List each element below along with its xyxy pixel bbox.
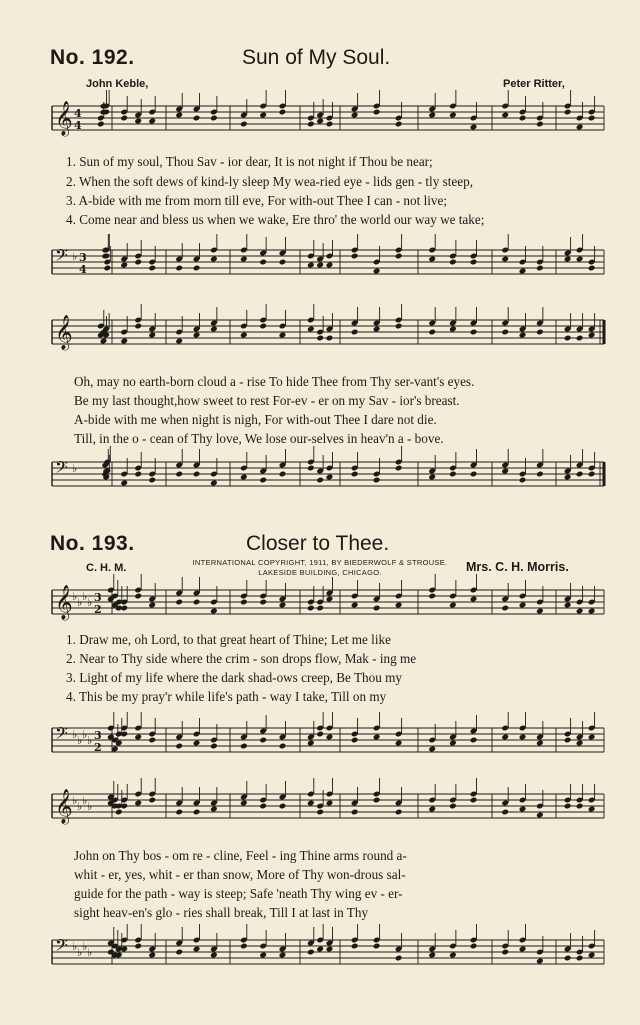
note-head	[470, 124, 478, 131]
flat-icon: ♭	[87, 946, 93, 959]
note-head	[148, 797, 156, 804]
flat-icon: ♭	[77, 734, 83, 747]
note-head	[326, 734, 334, 741]
note-head	[259, 803, 267, 810]
time-signature: 3	[79, 251, 87, 264]
note-head	[351, 602, 359, 609]
note-head	[175, 265, 183, 272]
note-head	[279, 332, 287, 339]
note-head	[576, 256, 584, 263]
note-head	[576, 471, 584, 478]
note-head	[316, 946, 324, 953]
time-signature: 3	[94, 591, 102, 604]
note-head	[428, 329, 436, 336]
lyric-line: Till, in the o - cean of Thy love, We lose our-selves in heav'n a - bove.	[74, 431, 444, 446]
note-head	[120, 262, 128, 269]
note-head	[536, 740, 544, 747]
time-signature: 3	[94, 729, 102, 742]
note-head	[134, 259, 142, 266]
note-head	[501, 256, 509, 263]
note-head	[97, 121, 105, 128]
note-head	[576, 955, 584, 962]
note-head	[373, 109, 381, 116]
note-head	[588, 471, 596, 478]
note-head	[501, 949, 509, 956]
note-head	[240, 256, 248, 263]
note-head	[373, 268, 381, 275]
note-head	[428, 112, 436, 119]
lyric-line: 1. Draw me, oh Lord, to that great heart of Thine; Let me like	[66, 632, 391, 647]
note-head	[120, 605, 128, 612]
note-head	[100, 338, 108, 345]
note-head	[519, 332, 527, 339]
note-head	[279, 803, 287, 810]
lyric-line: 4. Come near and bless us when we wake, Ere thro' the world our way we take;	[66, 212, 485, 227]
note-head	[279, 109, 287, 116]
note-head	[175, 338, 183, 345]
author-credit: C. H. M.	[86, 562, 127, 574]
hymn-number: No. 193.	[50, 532, 135, 555]
note-head	[351, 471, 359, 478]
lyric-line: guide for the path - way is steep; Safe 'neath Thy wing ev - er-	[74, 886, 403, 901]
flat-icon: ♭	[82, 728, 88, 741]
note-head	[134, 593, 142, 600]
note-head	[588, 608, 596, 615]
time-signature: 4	[74, 119, 82, 132]
note-head	[519, 734, 527, 741]
lyric-line: A-bide with me when night is nigh, For with-out Thee I dare not die.	[74, 412, 437, 427]
note-head	[449, 326, 457, 333]
note-head	[210, 952, 218, 959]
note-head	[193, 265, 201, 272]
flat-icon: ♭	[87, 734, 93, 747]
note-head	[307, 605, 315, 612]
note-head	[428, 256, 436, 263]
flat-icon: ♭	[72, 940, 78, 953]
note-head	[470, 259, 478, 266]
note-head	[279, 602, 287, 609]
note-head	[564, 335, 572, 342]
note-head	[536, 265, 544, 272]
note-head	[134, 118, 142, 125]
lyric-line: 2. When the soft dews of kind-ly sleep My wea-ried eye - lids gen - tly steep,	[66, 174, 473, 189]
note-head	[134, 734, 142, 741]
flat-icon: ♭	[82, 794, 88, 807]
note-head	[316, 335, 324, 342]
note-head	[326, 596, 334, 603]
lyric-line: 2. Near to Thy side where the crim - son drops flow, Mak - ing me	[66, 651, 417, 666]
flat-icon: ♭	[77, 946, 83, 959]
note-head	[193, 740, 201, 747]
note-head	[449, 602, 457, 609]
note-head	[259, 952, 267, 959]
note-head	[134, 323, 142, 330]
note-head	[193, 599, 201, 606]
treble-clef-icon: 𝄞	[55, 101, 73, 136]
lyric-line: sight heav-en's glo - ries shall break, Till I at last in Thy	[74, 905, 369, 920]
note-head	[501, 468, 509, 475]
note-head	[148, 602, 156, 609]
lyric-line: whit - er, yes, whit - er than snow, More of Thy won-drous sal-	[74, 867, 406, 882]
note-head	[148, 118, 156, 125]
flat-icon: ♭	[77, 800, 83, 813]
note-head	[148, 737, 156, 744]
note-head	[536, 329, 544, 336]
lyric-line: 3. A-bide with me from morn till eve, For with-out Thee I can - not live;	[66, 193, 448, 208]
lyric-line: John on Thy bos - om re - cline, Feel - ing Thine arms round a-	[74, 848, 407, 863]
note-head	[193, 115, 201, 122]
note-head	[120, 480, 128, 487]
note-head	[588, 265, 596, 272]
hymn-title: Closer to Thee.	[246, 532, 390, 555]
lyric-line: Oh, may no earth-born cloud a - rise To hide Thee from Thy ser-vant's eyes.	[74, 374, 475, 389]
note-head	[564, 737, 572, 744]
note-head	[470, 596, 478, 603]
flat-icon: ♭	[72, 462, 78, 475]
time-signature: 4	[79, 263, 87, 276]
note-head	[576, 803, 584, 810]
note-head	[501, 734, 509, 741]
note-head	[351, 112, 359, 119]
note-head	[175, 112, 183, 119]
note-head	[240, 474, 248, 481]
note-head	[470, 797, 478, 804]
note-head	[175, 599, 183, 606]
note-head	[351, 253, 359, 260]
copyright-line: LAKESIDE BUILDING, CHICAGO.	[258, 568, 382, 577]
note-head	[564, 474, 572, 481]
note-head	[470, 943, 478, 950]
note-head	[470, 737, 478, 744]
note-head	[395, 465, 403, 472]
note-head	[193, 946, 201, 953]
note-head	[449, 740, 457, 747]
note-head	[326, 474, 334, 481]
note-head	[148, 477, 156, 484]
note-head	[536, 812, 544, 819]
note-head	[519, 602, 527, 609]
note-head	[501, 329, 509, 336]
note-head	[193, 471, 201, 478]
note-head	[307, 800, 315, 807]
note-head	[449, 803, 457, 810]
note-head	[148, 265, 156, 272]
note-head	[519, 477, 527, 484]
note-head	[307, 740, 315, 747]
flat-icon: ♭	[72, 250, 78, 263]
note-head	[519, 268, 527, 275]
note-head	[120, 338, 128, 345]
note-head	[316, 605, 324, 612]
note-head	[307, 949, 315, 956]
flat-icon: ♭	[82, 940, 88, 953]
note-head	[103, 265, 111, 272]
note-head	[588, 806, 596, 813]
note-head	[564, 109, 572, 116]
composer-credit: Peter Ritter,	[503, 78, 565, 90]
note-head	[175, 809, 183, 816]
note-head	[395, 809, 403, 816]
note-head	[501, 112, 509, 119]
note-head	[148, 952, 156, 959]
note-head	[519, 115, 527, 122]
copyright-notice	[170, 558, 470, 578]
note-head	[316, 731, 324, 738]
note-head	[564, 602, 572, 609]
note-head	[193, 809, 201, 816]
note-head	[395, 253, 403, 260]
note-head	[588, 332, 596, 339]
note-head	[428, 806, 436, 813]
note-head	[210, 806, 218, 813]
note-head	[588, 952, 596, 959]
bass-clef-icon: 𝄢	[55, 723, 68, 747]
treble-clef-icon: 𝄞	[55, 585, 73, 620]
note-head	[240, 599, 248, 606]
note-head	[373, 734, 381, 741]
note-head	[395, 955, 403, 962]
note-head	[326, 800, 334, 807]
note-head	[316, 118, 324, 125]
note-head	[564, 803, 572, 810]
note-head	[536, 471, 544, 478]
note-head	[279, 952, 287, 959]
treble-clef-icon: 𝄞	[55, 315, 73, 350]
note-head	[395, 740, 403, 747]
bass-clef-icon: 𝄢	[55, 935, 68, 959]
flat-icon: ♭	[72, 728, 78, 741]
note-head	[316, 809, 324, 816]
note-head	[279, 743, 287, 750]
note-head	[307, 465, 315, 472]
note-head	[588, 734, 596, 741]
note-head	[240, 943, 248, 950]
note-head	[351, 809, 359, 816]
note-head	[519, 806, 527, 813]
note-head	[351, 329, 359, 336]
note-head	[175, 949, 183, 956]
flat-icon: ♭	[72, 590, 78, 603]
note-head	[210, 256, 218, 263]
note-head	[259, 737, 267, 744]
note-head	[428, 952, 436, 959]
lyric-line: 3. Light of my life where the dark shad-ows creep, Be Thou my	[66, 670, 402, 685]
note-head	[536, 958, 544, 965]
note-head	[148, 332, 156, 339]
note-head	[307, 262, 315, 269]
composer-credit: Mrs. C. H. Morris.	[466, 560, 569, 574]
time-signature: 2	[94, 603, 102, 616]
note-head	[316, 262, 324, 269]
note-head	[564, 955, 572, 962]
note-head	[259, 112, 267, 119]
note-head	[210, 480, 218, 487]
note-head	[449, 952, 457, 959]
note-head	[373, 797, 381, 804]
copyright-line: INTERNATIONAL COPYRIGHT, 1911, BY BIEDERWOLF & STROUSE.	[192, 558, 448, 567]
note-head	[449, 471, 457, 478]
note-head	[373, 326, 381, 333]
note-head	[279, 471, 287, 478]
note-head	[115, 809, 123, 816]
note-head	[373, 605, 381, 612]
note-head	[102, 253, 110, 260]
flat-icon: ♭	[87, 800, 93, 813]
flat-icon: ♭	[82, 590, 88, 603]
note-head	[395, 323, 403, 330]
note-head	[326, 946, 334, 953]
lyric-line: 1. Sun of my soul, Thou Sav - ior dear, It is not night if Thou be near;	[66, 154, 433, 169]
note-head	[240, 800, 248, 807]
note-head	[193, 332, 201, 339]
note-head	[259, 259, 267, 266]
note-head	[307, 326, 315, 333]
time-signature: 4	[74, 107, 82, 120]
note-head	[501, 605, 509, 612]
note-head	[470, 329, 478, 336]
note-head	[536, 121, 544, 128]
note-head	[428, 474, 436, 481]
note-head	[259, 477, 267, 484]
note-head	[326, 121, 334, 128]
note-head	[134, 943, 142, 950]
note-head	[373, 943, 381, 950]
time-signature: 2	[94, 741, 102, 754]
note-head	[134, 471, 142, 478]
note-head	[449, 259, 457, 266]
lyric-line: 4. This be my pray'r while life's path - way I take, Till on my	[66, 689, 387, 704]
hymn-title: Sun of My Soul.	[242, 46, 391, 69]
note-head	[210, 608, 218, 615]
note-head	[316, 477, 324, 484]
note-head	[588, 115, 596, 122]
note-head	[307, 121, 315, 128]
bass-clef-icon: 𝄢	[55, 245, 68, 269]
author-credit: John Keble,	[86, 78, 149, 90]
note-head	[210, 743, 218, 750]
flat-icon: ♭	[77, 596, 83, 609]
note-head	[449, 112, 457, 119]
note-head	[519, 946, 527, 953]
note-head	[470, 471, 478, 478]
note-head	[326, 262, 334, 269]
note-head	[501, 809, 509, 816]
note-head	[240, 332, 248, 339]
note-head	[351, 943, 359, 950]
note-head	[175, 471, 183, 478]
flat-icon: ♭	[72, 794, 78, 807]
note-head	[428, 746, 436, 753]
note-head	[576, 740, 584, 747]
note-head	[326, 335, 334, 342]
bass-clef-icon: 𝄢	[55, 457, 68, 481]
note-head	[175, 743, 183, 750]
note-head	[395, 121, 403, 128]
note-head	[210, 115, 218, 122]
note-head	[373, 477, 381, 484]
note-head	[134, 800, 142, 807]
note-head	[395, 602, 403, 609]
note-head	[576, 335, 584, 342]
note-head	[564, 256, 572, 263]
note-head	[240, 743, 248, 750]
note-head	[259, 599, 267, 606]
note-head	[576, 124, 584, 131]
note-head	[210, 326, 218, 333]
treble-clef-icon: 𝄞	[55, 789, 73, 824]
note-head	[536, 608, 544, 615]
note-head	[259, 323, 267, 330]
note-head	[279, 259, 287, 266]
note-head	[428, 593, 436, 600]
note-head	[240, 121, 248, 128]
note-head	[351, 737, 359, 744]
hymn-number: No. 192.	[50, 46, 135, 69]
note-head	[576, 608, 584, 615]
lyric-line: Be my last thought,how sweet to rest For-ev - er on my Sav - ior's breast.	[74, 393, 460, 408]
flat-icon: ♭	[87, 596, 93, 609]
note-head	[120, 115, 128, 122]
